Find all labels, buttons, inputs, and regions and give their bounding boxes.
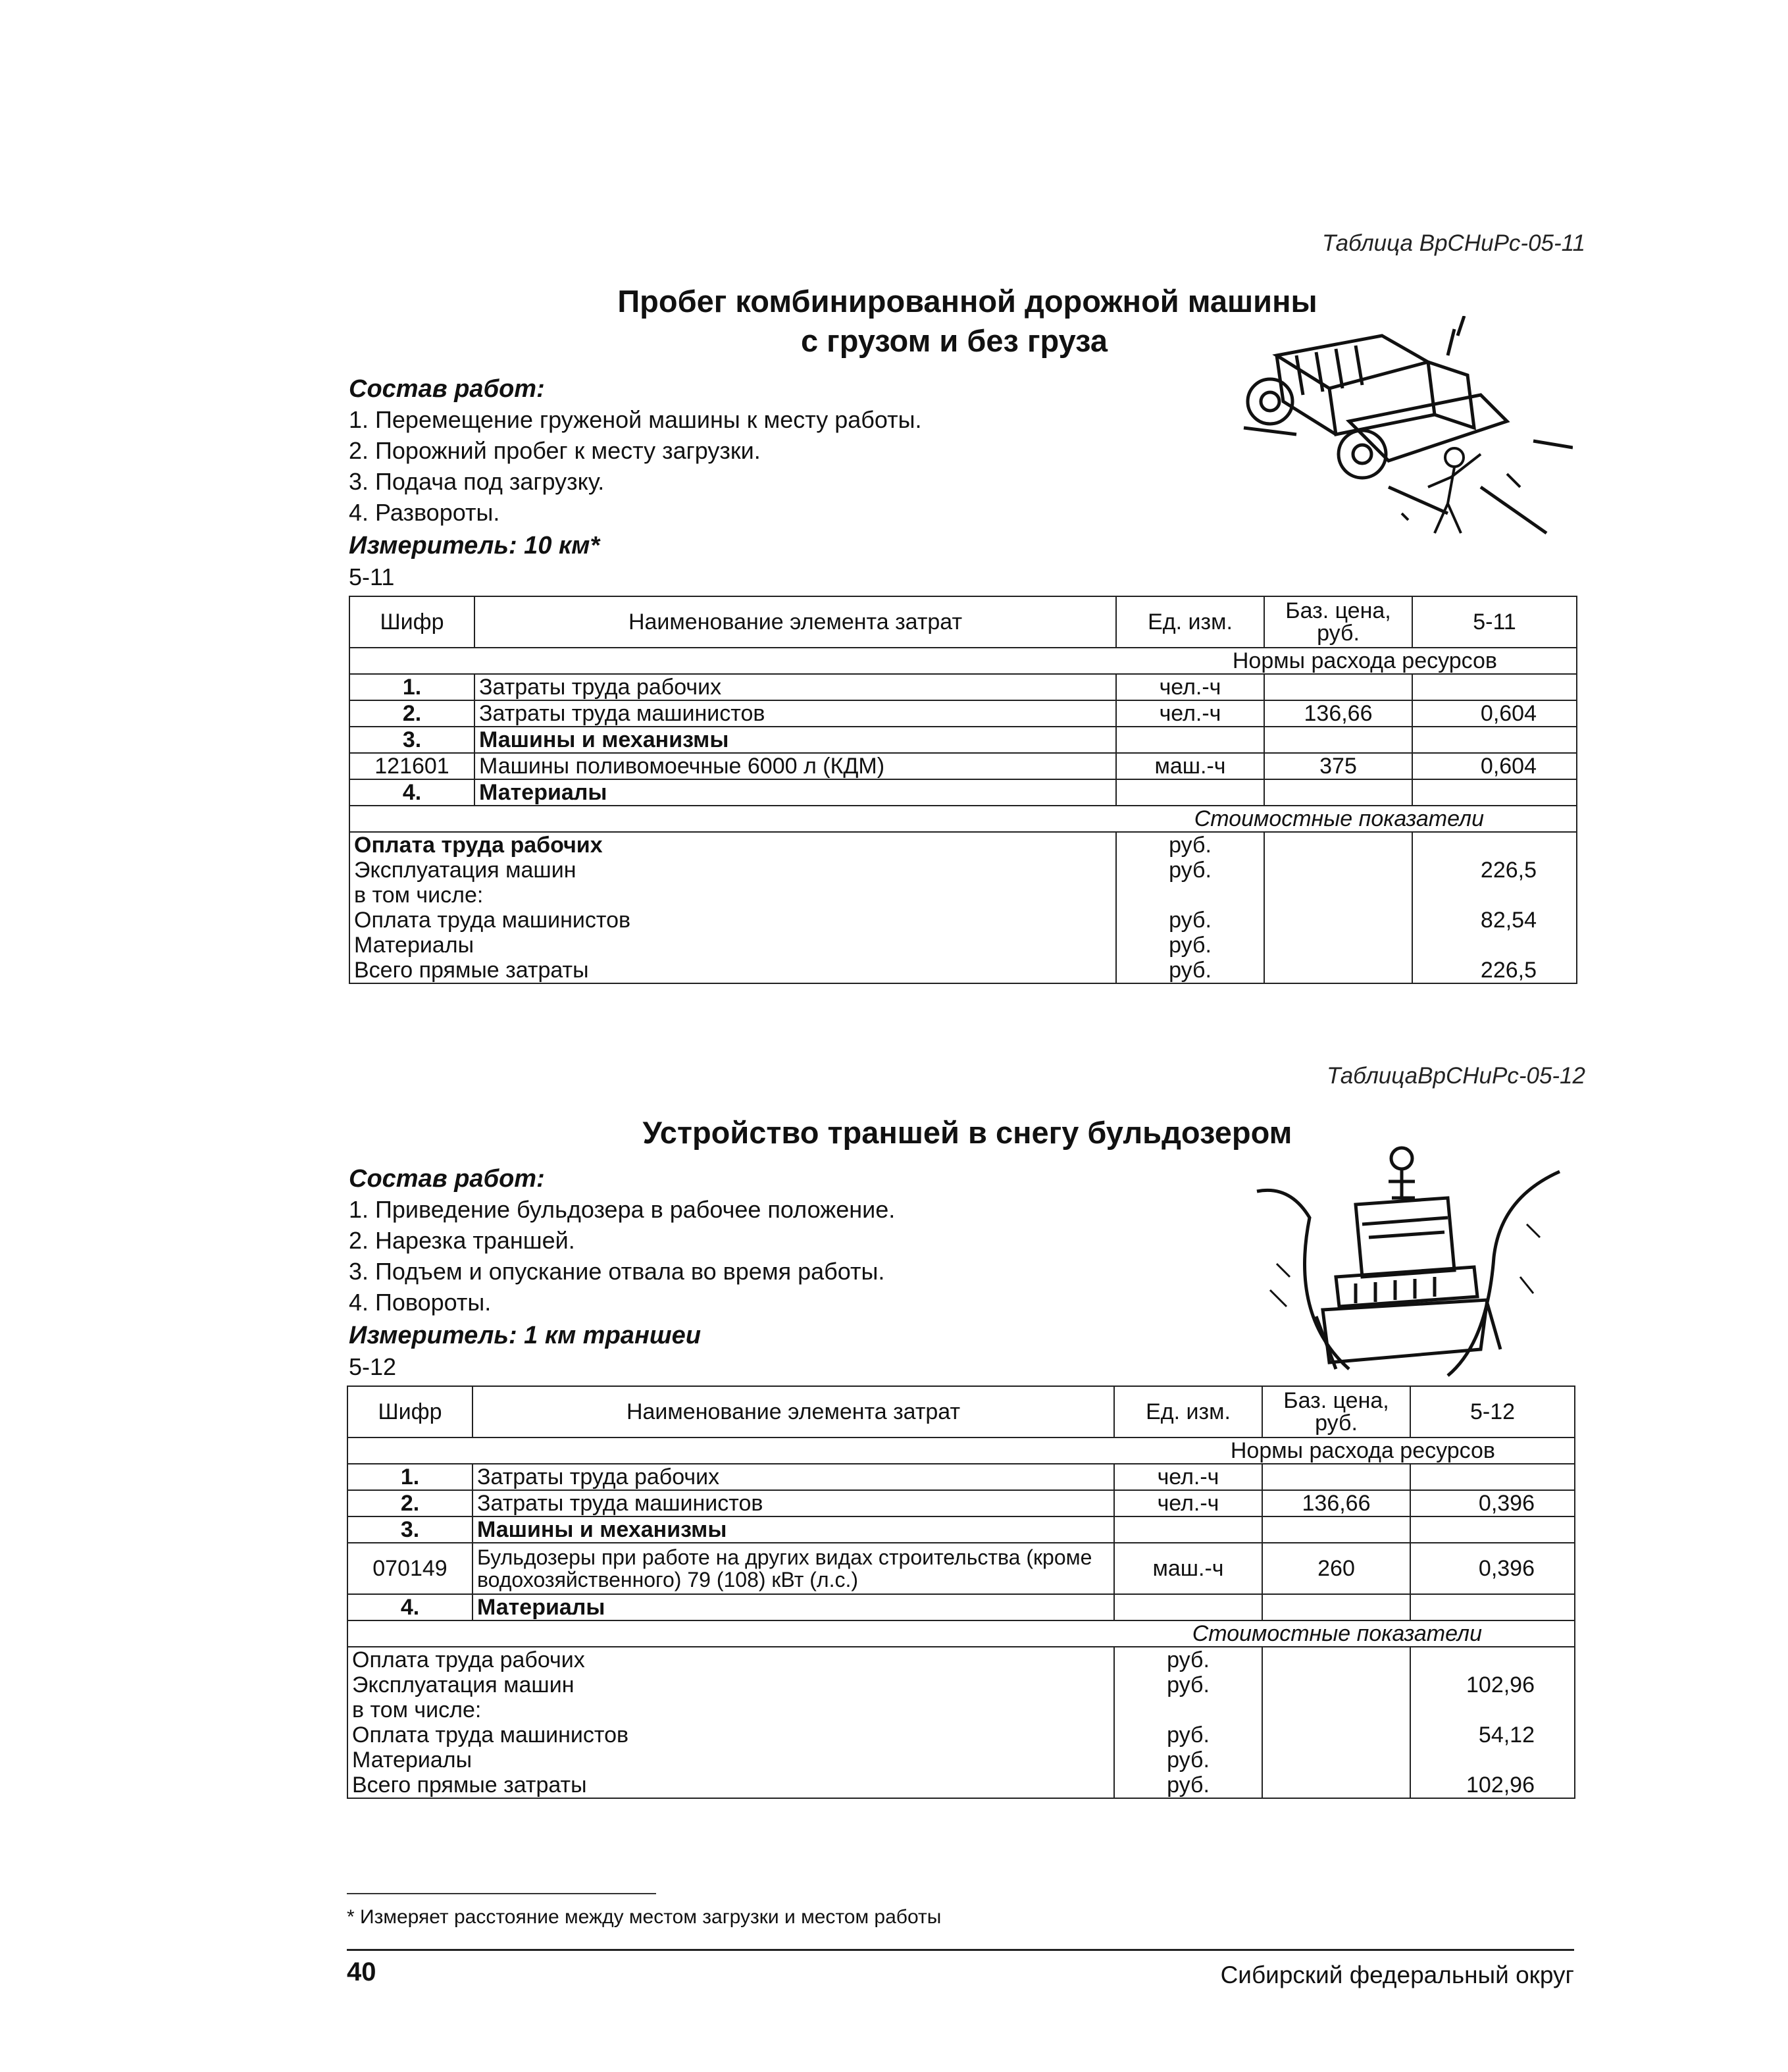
norms-table-05-12 [347, 1386, 1575, 1799]
cost-name: в том числе: [347, 1697, 1114, 1722]
row-code: 2. [349, 700, 474, 727]
measure-unit: Измеритель: 10 км* [349, 532, 600, 559]
cost-value [1410, 1748, 1575, 1773]
cost-unit: руб. [1116, 858, 1264, 883]
row-name: Затраты труда рабочих [473, 1464, 1114, 1490]
footer-rule [347, 1949, 1574, 1951]
cost-name: Всего прямые затраты [347, 1773, 1114, 1798]
cost-value: 226,5 [1412, 858, 1577, 883]
cost-row [349, 858, 1577, 883]
cost-empty [1264, 858, 1412, 883]
bulldozer-illustration [1250, 1145, 1573, 1389]
row-name: Затраты труда машинистов [474, 700, 1116, 727]
row-name: Машины поливомоечные 6000 л (КДМ) [474, 753, 1116, 779]
row-price: 260 [1262, 1543, 1410, 1594]
cost-name: в том числе: [349, 883, 1116, 908]
table-row [347, 1516, 1575, 1543]
cost-empty [1262, 1647, 1410, 1672]
table-row [349, 700, 1577, 727]
header-cell: Баз. цена, руб. [1262, 1386, 1410, 1437]
cost-name: Оплата труда машинистов [347, 1722, 1114, 1748]
row-unit: чел.-ч [1114, 1464, 1262, 1490]
cost-empty [1264, 832, 1412, 858]
cost-name: Эксплуатация машин [349, 858, 1116, 883]
footnote-rule [347, 1893, 656, 1894]
cost-value [1412, 832, 1577, 858]
work-item: 4. Развороты. [349, 499, 500, 526]
row-value: 0,604 [1412, 700, 1577, 727]
cost-unit [1114, 1697, 1262, 1722]
row-value [1412, 727, 1577, 753]
cost-empty [1264, 958, 1412, 983]
cost-band-row [349, 806, 1577, 832]
cost-row [347, 1647, 1575, 1672]
row-name: Материалы [473, 1594, 1114, 1620]
row-code: 121601 [349, 753, 474, 779]
cost-empty [1262, 1697, 1410, 1722]
table-row [349, 727, 1577, 753]
norms-band-row [347, 1437, 1575, 1464]
row-code: 4. [347, 1594, 473, 1620]
row-price: 375 [1264, 753, 1412, 779]
cost-name: Эксплуатация машин [347, 1672, 1114, 1697]
footnote: * Измеряет расстояние между местом загрузки и местом работы [347, 1906, 942, 1928]
row-code: 1. [347, 1464, 473, 1490]
row-code: 070149 [347, 1543, 473, 1594]
header-cell: Шифр [349, 596, 474, 648]
row-unit: маш.-ч [1116, 753, 1264, 779]
work-list [349, 404, 921, 528]
norms-band-row [349, 648, 1577, 674]
cost-value [1410, 1647, 1575, 1672]
cost-row [349, 933, 1577, 958]
table-row [349, 753, 1577, 779]
cost-unit: руб. [1114, 1647, 1262, 1672]
cost-value: 54,12 [1410, 1722, 1575, 1748]
cost-empty [1264, 933, 1412, 958]
cost-name: Материалы [347, 1748, 1114, 1773]
cost-unit: руб. [1116, 933, 1264, 958]
cost-band: Стоимостные показатели [349, 806, 1577, 832]
header-cell: Наименование элемента затрат [473, 1386, 1114, 1437]
row-name: Бульдозеры при работе на других видах строительства (кроме водохозяйственного) 79 (108) кВт (л.с.) [473, 1543, 1114, 1594]
table-row [349, 674, 1577, 700]
row-value [1410, 1464, 1575, 1490]
row-price [1262, 1516, 1410, 1543]
work-item: 1. Приведение бульдозера в рабочее положение. [349, 1196, 896, 1223]
row-value: 0,396 [1410, 1543, 1575, 1594]
row-name: Затраты труда рабочих [474, 674, 1116, 700]
cost-name: Всего прямые затраты [349, 958, 1116, 983]
header-cell: Ед. изм. [1114, 1386, 1262, 1437]
row-unit [1114, 1516, 1262, 1543]
row-value: 0,604 [1412, 753, 1577, 779]
cost-value [1412, 933, 1577, 958]
row-unit: чел.-ч [1114, 1490, 1262, 1516]
header-cell: Шифр [347, 1386, 473, 1437]
table-row [347, 1490, 1575, 1516]
road-machine-illustration [1231, 316, 1573, 553]
table-label-05-12: ТаблицаВрСНиРс-05-12 [1327, 1063, 1585, 1089]
cost-row [349, 958, 1577, 983]
row-unit: маш.-ч [1114, 1543, 1262, 1594]
cost-name: Оплата труда рабочих [349, 832, 1116, 858]
cost-empty [1264, 883, 1412, 908]
cost-empty [1264, 908, 1412, 933]
row-price [1264, 727, 1412, 753]
table-header-row [349, 596, 1577, 648]
section-title-line2: с грузом и без груза [800, 323, 1108, 358]
page-number: 40 [347, 1957, 376, 1986]
cost-row [349, 832, 1577, 858]
row-value [1412, 674, 1577, 700]
cost-unit: руб. [1116, 958, 1264, 983]
cost-empty [1262, 1748, 1410, 1773]
row-code: 4. [349, 779, 474, 806]
cost-unit: руб. [1116, 832, 1264, 858]
work-item: 2. Нарезка траншей. [349, 1227, 575, 1254]
cost-unit: руб. [1114, 1722, 1262, 1748]
cost-value: 102,96 [1410, 1773, 1575, 1798]
header-cell: 5-11 [1412, 596, 1577, 648]
work-item: 1. Перемещение груженой машины к месту работы. [349, 406, 922, 433]
cost-unit: руб. [1114, 1672, 1262, 1697]
row-unit [1116, 779, 1264, 806]
row-unit: чел.-ч [1116, 674, 1264, 700]
work-list [349, 1194, 895, 1318]
cost-row [347, 1748, 1575, 1773]
cost-value: 226,5 [1412, 958, 1577, 983]
row-code: 3. [349, 727, 474, 753]
norms-table-05-11 [349, 596, 1577, 984]
row-unit: чел.-ч [1116, 700, 1264, 727]
row-unit [1116, 727, 1264, 753]
cost-unit [1116, 883, 1264, 908]
header-cell: Ед. изм. [1116, 596, 1264, 648]
work-item: 3. Подача под загрузку. [349, 468, 605, 495]
table-header-row [347, 1386, 1575, 1437]
section-title: Устройство траншей в снегу бульдозером [642, 1115, 1292, 1150]
cost-name: Материалы [349, 933, 1116, 958]
row-name: Машины и механизмы [474, 727, 1116, 753]
work-item: 3. Подъем и опускание отвала во время работы. [349, 1258, 885, 1285]
table-row [347, 1594, 1575, 1620]
row-price [1264, 779, 1412, 806]
cost-name: Оплата труда машинистов [349, 908, 1116, 933]
row-name: Затраты труда машинистов [473, 1490, 1114, 1516]
row-unit [1114, 1594, 1262, 1620]
cost-row [347, 1672, 1575, 1697]
cost-row [349, 908, 1577, 933]
cost-row [349, 883, 1577, 908]
cost-empty [1262, 1722, 1410, 1748]
row-code: 2. [347, 1490, 473, 1516]
row-code: 1. [349, 674, 474, 700]
row-value [1412, 779, 1577, 806]
cost-value [1410, 1697, 1575, 1722]
cost-value [1412, 883, 1577, 908]
cost-value: 102,96 [1410, 1672, 1575, 1697]
composition-heading: Состав работ: [349, 375, 545, 403]
table-row [347, 1543, 1575, 1594]
header-cell: Баз. цена, руб. [1264, 596, 1412, 648]
row-code: 3. [347, 1516, 473, 1543]
cost-row [347, 1773, 1575, 1798]
composition-heading: Состав работ: [349, 1165, 545, 1193]
cost-row [347, 1697, 1575, 1722]
cost-name: Оплата труда рабочих [347, 1647, 1114, 1672]
cost-unit: руб. [1116, 908, 1264, 933]
cost-band: Стоимостные показатели [347, 1620, 1575, 1647]
table-row [347, 1464, 1575, 1490]
table-row [349, 779, 1577, 806]
row-value: 0,396 [1410, 1490, 1575, 1516]
cost-row [347, 1722, 1575, 1748]
row-value [1410, 1594, 1575, 1620]
header-cell: Наименование элемента затрат [474, 596, 1116, 648]
cost-unit: руб. [1114, 1773, 1262, 1798]
cost-band-row [347, 1620, 1575, 1647]
header-cell: 5-12 [1410, 1386, 1575, 1437]
cost-empty [1262, 1773, 1410, 1798]
measure-unit: Измеритель: 1 км траншеи [349, 1322, 702, 1349]
row-price [1262, 1594, 1410, 1620]
table-label-05-11: Таблица ВрСНиРс-05-11 [1321, 230, 1585, 256]
row-value [1410, 1516, 1575, 1543]
work-item: 4. Повороты. [349, 1289, 492, 1316]
cost-empty [1262, 1672, 1410, 1697]
row-price: 136,66 [1264, 700, 1412, 727]
table-code: 5-12 [349, 1353, 397, 1380]
cost-value: 82,54 [1412, 908, 1577, 933]
region-name: Сибирский федеральный округ [1220, 1961, 1574, 1988]
row-name: Машины и механизмы [473, 1516, 1114, 1543]
cost-unit: руб. [1114, 1748, 1262, 1773]
table-code: 5-11 [349, 563, 395, 590]
work-item: 2. Порожний пробег к месту загрузки. [349, 437, 761, 464]
row-price [1262, 1464, 1410, 1490]
row-price [1264, 674, 1412, 700]
norms-band: Нормы расхода ресурсов [347, 1437, 1575, 1464]
row-price: 136,66 [1262, 1490, 1410, 1516]
norms-band: Нормы расхода ресурсов [349, 648, 1577, 674]
section-title-line1: Пробег комбинированной дорожной машины [617, 284, 1317, 319]
row-name: Материалы [474, 779, 1116, 806]
